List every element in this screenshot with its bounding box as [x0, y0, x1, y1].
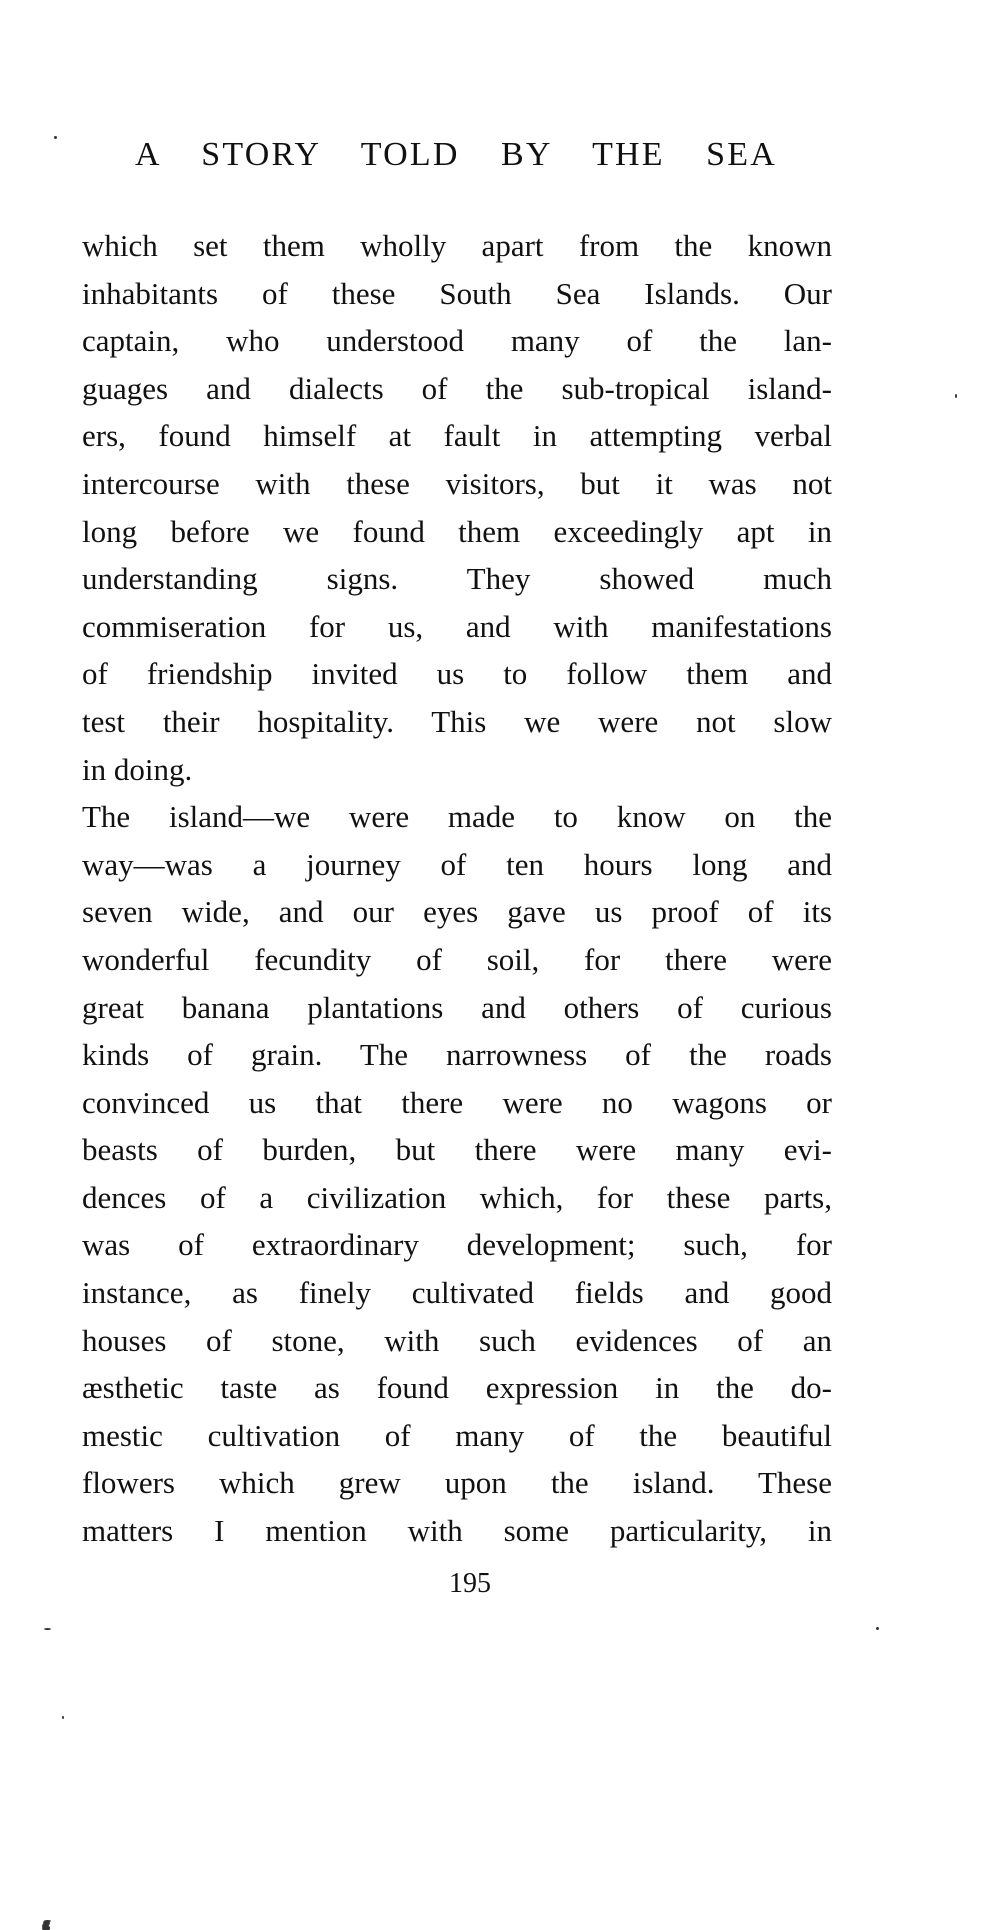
- text-line: seven wide, and our eyes gave us proof of its: [82, 894, 832, 930]
- text-line: was of extraordinary development; such, for: [82, 1227, 832, 1263]
- scan-speck: [44, 1920, 51, 1922]
- text-line: long before we found them exceedingly apt in: [82, 513, 832, 549]
- text-line: test their hospitality. This we were not slow: [82, 703, 832, 739]
- text-line: commiseration for us, and with manifestations: [82, 608, 832, 644]
- text-line: which set them wholly apart from the known: [82, 228, 832, 263]
- text-line: mestic cultivation of many of the beautiful: [82, 1417, 832, 1453]
- text-line: understanding signs. They showed much: [82, 561, 832, 597]
- text-line: ers, found himself at fault in attempting verbal: [82, 418, 832, 454]
- text-line: of friendship invited us to follow them and: [82, 656, 832, 692]
- scan-speck: [44, 1628, 51, 1630]
- text-line: instance, as finely cultivated fields and good: [82, 1275, 832, 1311]
- text-line: captain, who understood many of the lan-: [82, 323, 832, 359]
- running-title: A STORY TOLD BY THE SEA: [135, 136, 777, 173]
- scan-speck: [876, 1627, 879, 1630]
- page-body: [82, 222, 832, 1555]
- text-line: matters I mention with some particularity, in: [82, 1513, 832, 1549]
- text-line: æsthetic taste as found expression in the do-: [82, 1370, 832, 1406]
- text-line: guages and dialects of the sub-tropical island-: [82, 370, 832, 406]
- text-line: way—was a journey of ten hours long and: [82, 846, 832, 882]
- text-line: in doing.: [82, 751, 193, 787]
- text-line: inhabitants of these South Sea Islands. Our: [82, 275, 832, 311]
- text-line: flowers which grew upon the island. These: [82, 1465, 832, 1501]
- text-line: beasts of burden, but there were many evi-: [82, 1132, 832, 1168]
- text-line: intercourse with these visitors, but it was not: [82, 465, 832, 501]
- scan-speck: [54, 136, 57, 139]
- scan-speck: [955, 394, 957, 398]
- text-line: convinced us that there were no wagons or: [82, 1084, 832, 1120]
- text-line: kinds of grain. The narrowness of the roads: [82, 1037, 832, 1073]
- text-line: houses of stone, with such evidences of an: [82, 1322, 832, 1358]
- text-line: dences of a civilization which, for these parts,: [82, 1179, 832, 1215]
- text-line: great banana plantations and others of curious: [82, 989, 832, 1025]
- text-line: The island—we were made to know on the: [82, 799, 832, 835]
- scan-speck: [44, 1926, 50, 1928]
- text-line: wonderful fecundity of soil, for there were: [82, 941, 832, 977]
- scan-speck: [62, 1716, 64, 1719]
- page-number: 195: [449, 1568, 491, 1599]
